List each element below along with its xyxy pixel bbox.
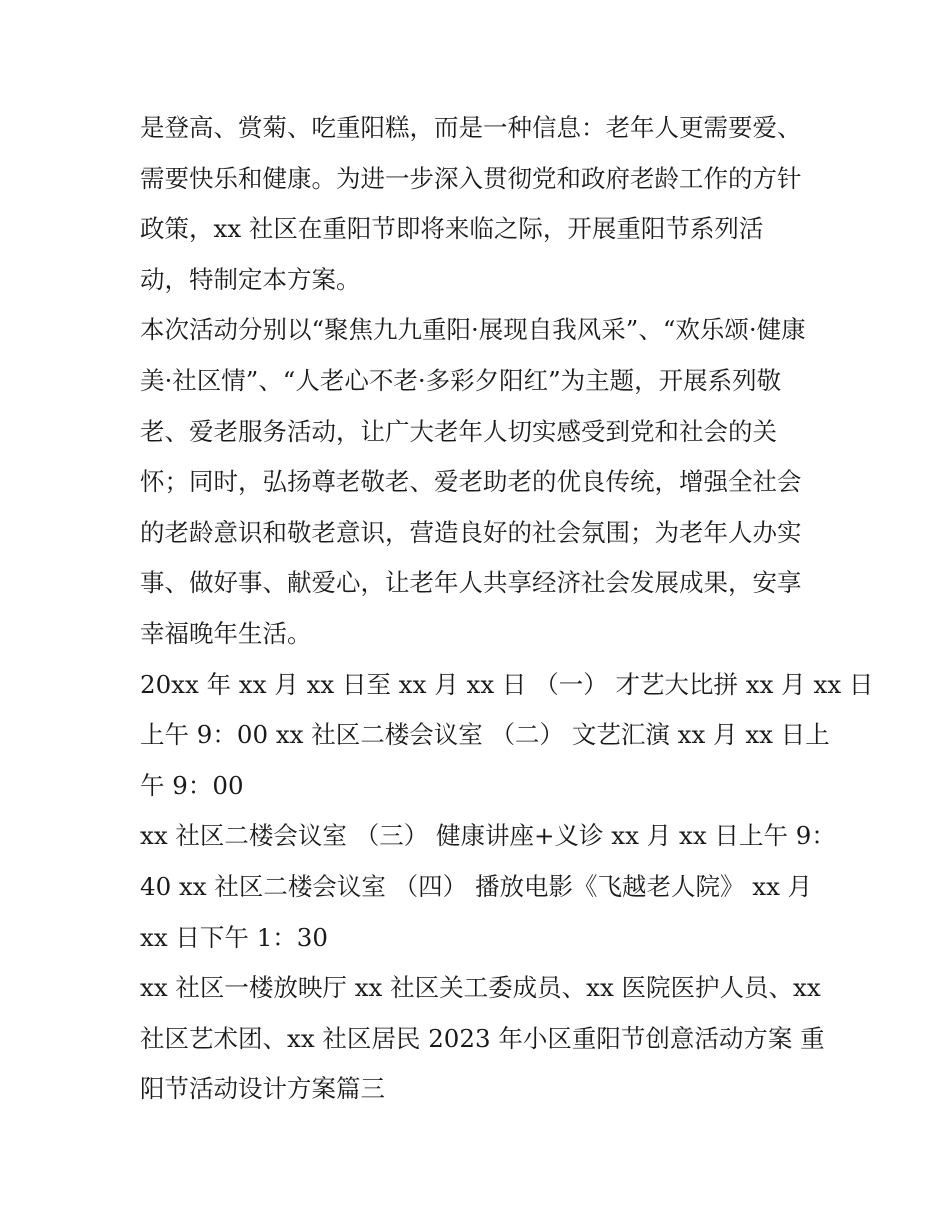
- text-line: 本次活动分别以“聚焦九九重阳·展现自我风采”、“欢乐颂·健康: [140, 315, 806, 345]
- text-line: 动，特制定本方案。: [140, 264, 361, 294]
- text-line: 怀；同时，弘扬尊老敬老、爱老助老的优良传统，增强全社会: [140, 467, 802, 497]
- text-line: xx 社区二楼会议室 （三） 健康讲座+义诊 xx 月 xx 日上午 9：: [140, 821, 836, 851]
- document-body: [140, 103, 874, 1115]
- text-line: 社区艺术团、xx 社区居民 2023 年小区重阳节创意活动方案 重: [140, 1023, 825, 1053]
- text-line: 政策，xx 社区在重阳节即将来临之际，开展重阳节系列活: [140, 214, 764, 244]
- text-line: 幸福晚年生活。: [140, 618, 312, 648]
- text-line: 午 9：00: [140, 770, 244, 800]
- text-line: 是登高、赏菊、吃重阳糕，而是一种信息：老年人更需要爱、: [140, 113, 802, 142]
- text-line: 40 xx 社区二楼会议室 （四） 播放电影《飞越老人院》 xx 月: [140, 871, 813, 901]
- text-line: 阳节活动设计方案篇三: [140, 1074, 385, 1104]
- text-line: 20xx 年 xx 月 xx 日至 xx 月 xx 日 （一） 才艺大比拼 xx 月 xx 日: [140, 669, 874, 699]
- text-line: 老、爱老服务活动，让广大老年人切实感受到党和社会的关: [140, 416, 777, 446]
- text-line: 上午 9：00 xx 社区二楼会议室 （二） 文艺汇演 xx 月 xx 日上: [140, 720, 830, 750]
- text-line: 美·社区情”、“人老心不老·多彩夕阳红”为主题，开展系列敬: [140, 365, 782, 395]
- text-line: 需要快乐和健康。为进一步深入贯彻党和政府老龄工作的方针: [140, 163, 802, 193]
- text-line: 的老龄意识和敬老意识，营造良好的社会氛围；为老年人办实: [140, 517, 802, 547]
- text-line: xx 社区一楼放映厅 xx 社区关工委成员、xx 医院医护人员、xx: [140, 973, 821, 1003]
- text-line: 事、做好事、献爱心，让老年人共享经济社会发展成果，安享: [140, 568, 802, 598]
- text-line: xx 日下午 1：30: [140, 922, 328, 952]
